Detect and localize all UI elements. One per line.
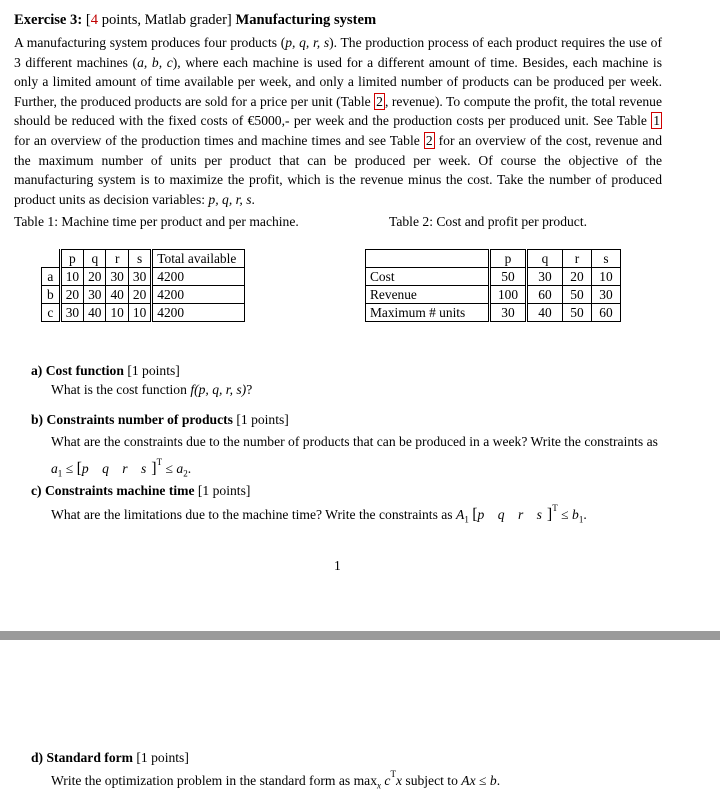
table1-col-p: p (60, 250, 83, 268)
table2-header-row (366, 250, 621, 268)
math-Ax: Ax (461, 773, 476, 788)
exercise-heading (14, 12, 376, 29)
table-row (366, 286, 621, 304)
intro-paragraph (14, 33, 662, 209)
table1-row-label: b (42, 286, 61, 304)
question-b-text: What are the constraints due to the number of products that can be produced in a week? Write the constraints as (51, 434, 658, 449)
intro-text-1: A manufacturing system produces four products ( (14, 35, 286, 50)
table-cell: 60 (592, 304, 621, 322)
question-b-title (31, 412, 289, 428)
table2-row-label: Maximum # units (366, 304, 490, 322)
table2-row-label: Revenue (366, 286, 490, 304)
table-cell: 60 (527, 286, 563, 304)
math-b: b (572, 507, 579, 522)
table2-ref-link-2[interactable]: 2 (425, 132, 433, 148)
bracket-close: ] (546, 506, 553, 523)
table-cell: 20 (563, 268, 592, 286)
table-cell: 20 (128, 286, 151, 304)
question-d-label: d) (31, 750, 44, 765)
table-cell: 50 (563, 304, 592, 322)
table1-corner (42, 250, 61, 268)
math-sub: 1 (57, 468, 63, 479)
math-A: A (456, 507, 465, 522)
intro-text-3: ), where each machine is used for a different amount of time. Besides, each machine is only a limited amount of time available per week, and only a limited number of products can be produced per week. Further, the produced products are sold for a price per unit (Table (14, 54, 663, 109)
question-b-label: b) (31, 412, 44, 427)
math-sub: 2 (183, 468, 188, 479)
table-cell-total: 4200 (152, 304, 245, 322)
question-c-heading: Constraints machine time (44, 483, 195, 498)
table-row (366, 268, 621, 286)
leq-symbol: ≤ (165, 461, 173, 476)
table-cell: 10 (592, 268, 621, 286)
question-b-points: [1 points] (236, 412, 289, 427)
question-c-text: What are the limitations due to the machine time? Write the constraints as (51, 507, 456, 522)
table-cell: 30 (60, 304, 83, 322)
math-vector: p q r s (477, 507, 547, 522)
math-a: a (51, 461, 58, 476)
table1-caption: Table 1: Machine time per product and per machine. (14, 214, 299, 229)
table-cell: 30 (490, 304, 527, 322)
question-c-end: . (583, 507, 587, 522)
math-c: c (384, 773, 391, 788)
table-row (366, 304, 621, 322)
table-cell: 20 (84, 268, 106, 286)
question-b-end: . (187, 461, 192, 476)
table-row (42, 268, 245, 286)
question-a-heading: Cost function (45, 363, 124, 378)
table-cell: 30 (106, 268, 128, 286)
table-cell: 10 (60, 268, 83, 286)
leq-symbol: ≤ (479, 773, 487, 788)
table2-caption: Table 2: Cost and profit per product. (389, 214, 587, 229)
math-a: a (176, 461, 184, 476)
table2-col-s: s (592, 250, 621, 268)
intro-text-6: for an overview of the cost, revenue and the maximum number of units per product that can be produced per week. Of course the objective of the manufacturing system is to maximize the profit, which is the revenue minus the cost. Take the number of produced product units as decision variables: (14, 132, 662, 207)
points-open: [ (85, 12, 91, 28)
table2-row-label: Cost (366, 268, 490, 286)
table-cell: 50 (490, 268, 527, 286)
question-c-points: [1 points] (197, 483, 251, 498)
question-d-text: Write the optimization problem in the standard form as max (51, 773, 377, 788)
bracket-close: ] (151, 460, 157, 477)
cost-profit-table (365, 249, 621, 322)
intro-text-7: . (251, 191, 255, 207)
table1-col-q: q (84, 250, 106, 268)
question-d-body (51, 769, 500, 791)
question-d-title (31, 750, 189, 766)
question-b-body (51, 431, 663, 485)
table-cell: 40 (106, 286, 128, 304)
question-a-math: f(p, q, r, s) (190, 382, 247, 397)
exercise-topic: Manufacturing system (235, 12, 377, 28)
question-a-title (31, 363, 180, 379)
table2-corner (366, 250, 490, 268)
table-row (42, 286, 245, 304)
intro-vars-pqrs: p, q, r, s (285, 35, 330, 50)
math-sub: x (377, 780, 381, 791)
bracket-open: [ (472, 506, 478, 523)
table1-col-total: Total available (152, 250, 245, 268)
page-number: 1 (334, 558, 341, 573)
table2-ref-link[interactable]: 2 (376, 93, 383, 109)
math-sub: 1 (578, 514, 584, 525)
leq-symbol: ≤ (561, 507, 569, 522)
math-b: b (489, 773, 497, 788)
math-vector: p q r s (81, 461, 152, 476)
table1-row-label: c (42, 304, 61, 322)
question-d-mid: subject to (402, 773, 462, 788)
table1-col-s: s (128, 250, 151, 268)
table1-ref-link[interactable]: 1 (653, 113, 660, 129)
question-a-text: What is the cost function (51, 382, 191, 397)
table1-row-label: a (42, 268, 61, 286)
transpose-symbol: T (552, 503, 558, 513)
leq-symbol: ≤ (65, 461, 74, 476)
table2-col-p: p (490, 250, 527, 268)
question-d-end: . (496, 773, 501, 788)
machine-time-table (41, 249, 245, 322)
table-cell: 20 (60, 286, 83, 304)
table-cell: 40 (84, 304, 106, 322)
question-a-label: a) (31, 363, 43, 378)
table-cell: 30 (592, 286, 621, 304)
math-x: x (395, 773, 402, 788)
intro-text-2: ). The production process of each product requires the use of 3 different machines ( (14, 35, 662, 70)
intro-text-4: , revenue). To compute the profit, the total revenue should be reduced with the fixed costs of €5000,- per week and the production costs per produced unit. See Table (14, 93, 662, 129)
question-a-points: [1 points] (127, 363, 180, 378)
question-c-title (31, 483, 250, 499)
table-cell: 10 (106, 304, 128, 322)
table1-col-r: r (106, 250, 128, 268)
table2-col-q: q (527, 250, 563, 268)
table-cell-total: 4200 (152, 268, 245, 286)
question-d-heading: Standard form (46, 750, 133, 765)
bracket-open: [ (76, 460, 82, 477)
table-cell: 50 (563, 286, 592, 304)
points-rest: points, Matlab grader] (98, 12, 232, 28)
table-cell: 30 (84, 286, 106, 304)
points-value: 4 (90, 12, 99, 28)
table-cell: 30 (527, 268, 563, 286)
table-cell-total: 4200 (152, 286, 245, 304)
table2-col-r: r (563, 250, 592, 268)
math-sub: 1 (464, 514, 469, 525)
table-cell: 40 (527, 304, 563, 322)
table1-header-row (42, 250, 245, 268)
question-c-body (51, 503, 587, 525)
table-cell: 30 (128, 268, 151, 286)
table-row (42, 304, 245, 322)
page-separator (0, 631, 720, 640)
question-d-points: [1 points] (136, 750, 189, 765)
question-a-end: ? (246, 382, 253, 397)
intro-vars-abc: a, b, c (137, 54, 173, 70)
table-cell: 100 (490, 286, 527, 304)
intro-text-5: for an overview of the production times and machine times and see Table (14, 132, 424, 148)
transpose-symbol: T (390, 769, 396, 779)
exercise-label: Exercise 3: (14, 12, 83, 28)
question-a-body (51, 382, 252, 398)
transpose-symbol: T (156, 457, 163, 467)
question-b-heading: Constraints number of products (46, 412, 233, 427)
table-cell: 10 (128, 304, 151, 322)
question-c-label: c) (31, 483, 42, 498)
decision-vars: p, q, r, s (208, 191, 252, 207)
